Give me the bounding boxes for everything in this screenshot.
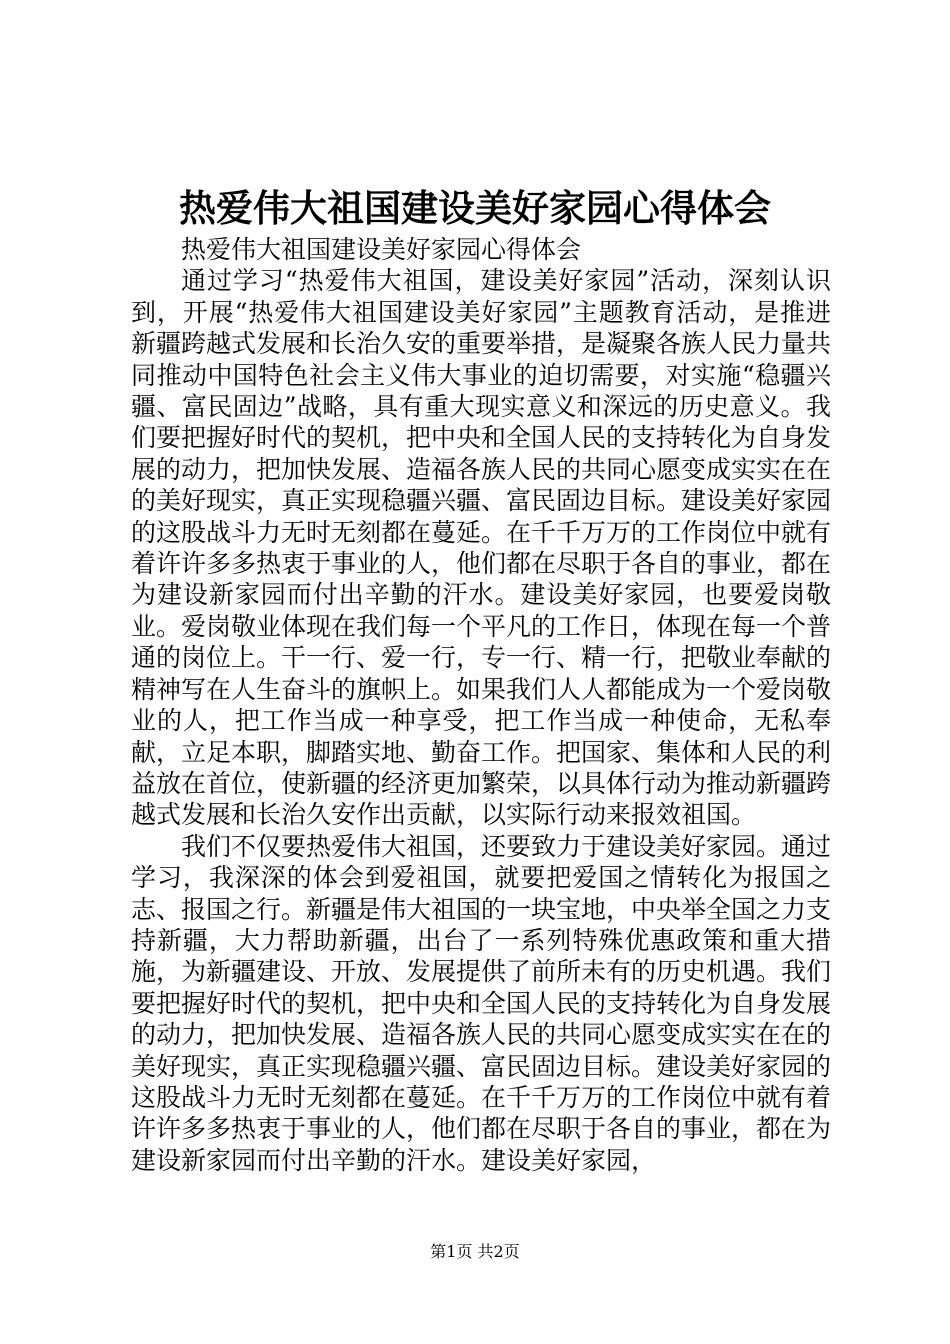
page-footer: 第1页 共2页 [430, 1242, 520, 1261]
document-title: 热爱伟大祖国建设美好家园心得体会 [179, 186, 771, 230]
paragraph: 我们不仅要热爱伟大祖国，还要致力于建设美好家园。通过学习，我深深的体会到爱祖国，就要把爱国之情转化为报国之志、报国之行。新疆是伟大祖国的一块宝地，中央举全国之力支持新疆，大力帮助新疆，出台了一系列特殊优惠政策和重大措施，为新疆建设、开放、发展提供了前所未有的历史机遇。我们要把握好时代的契机，把中央和全国人民的支持转化为自身发展的动力，把加快发展、造福各族人民的共同心愿变成实实在在的美好现实，真正实现稳疆兴疆、富民固边目标。建设美好家园的这股战斗力无时无刻都在蔓延。在千千万万的工作岗位中就有着许许多多热衷于事业的人，他们都在尽职于各自的事业，都在为建设新家园而付出辛勤的汗水。建设美好家园， [131, 831, 832, 1175]
document-body [131, 234, 831, 1176]
paragraph: 热爱伟大祖国建设美好家园心得体会 [181, 235, 582, 264]
paragraph: 通过学习“热爱伟大祖国，建设美好家园”活动，深刻认识到，开展“热爱伟大祖国建设美好家园”主题教育活动，是推进新疆跨越式发展和长治久安的重要举措，是凝聚各族人民力量共同推动中国特色社会主义伟大事业的迫切需要，对实施“稳疆兴疆、富民固边”战略，具有重大现实意义和深远的历史意义。我们要把握好时代的契机，把中央和全国人民的支持转化为自身发展的动力，把加快发展、造福各族人民的共同心愿变成实实在在的美好现实，真正实现稳疆兴疆、富民固边目标。建设美好家园的这股战斗力无时无刻都在蔓延。在千千万万的工作岗位中就有着许许多多热衷于事业的人，他们都在尽职于各自的事业，都在为建设新家园而付出辛勤的汗水。建设美好家园，也要爱岗敬业。爱岗敬业体现在我们每一个平凡的工作日，体现在每一个普通的岗位上。干一行、爱一行，专一行、精一行，把敬业奉献的精神写在人生奋斗的旗帜上。如果我们人人都能成为一个爱岗敬业的人，把工作当成一种享受，把工作当成一种使命，无私奉献，立足本职，脚踏实地、勤奋工作。把国家、集体和人民的利益放在首位，使新疆的经济更加繁荣，以具体行动为推动新疆跨越式发展和长治久安作出贡献，以实际行动来报效祖国。 [131, 266, 832, 830]
